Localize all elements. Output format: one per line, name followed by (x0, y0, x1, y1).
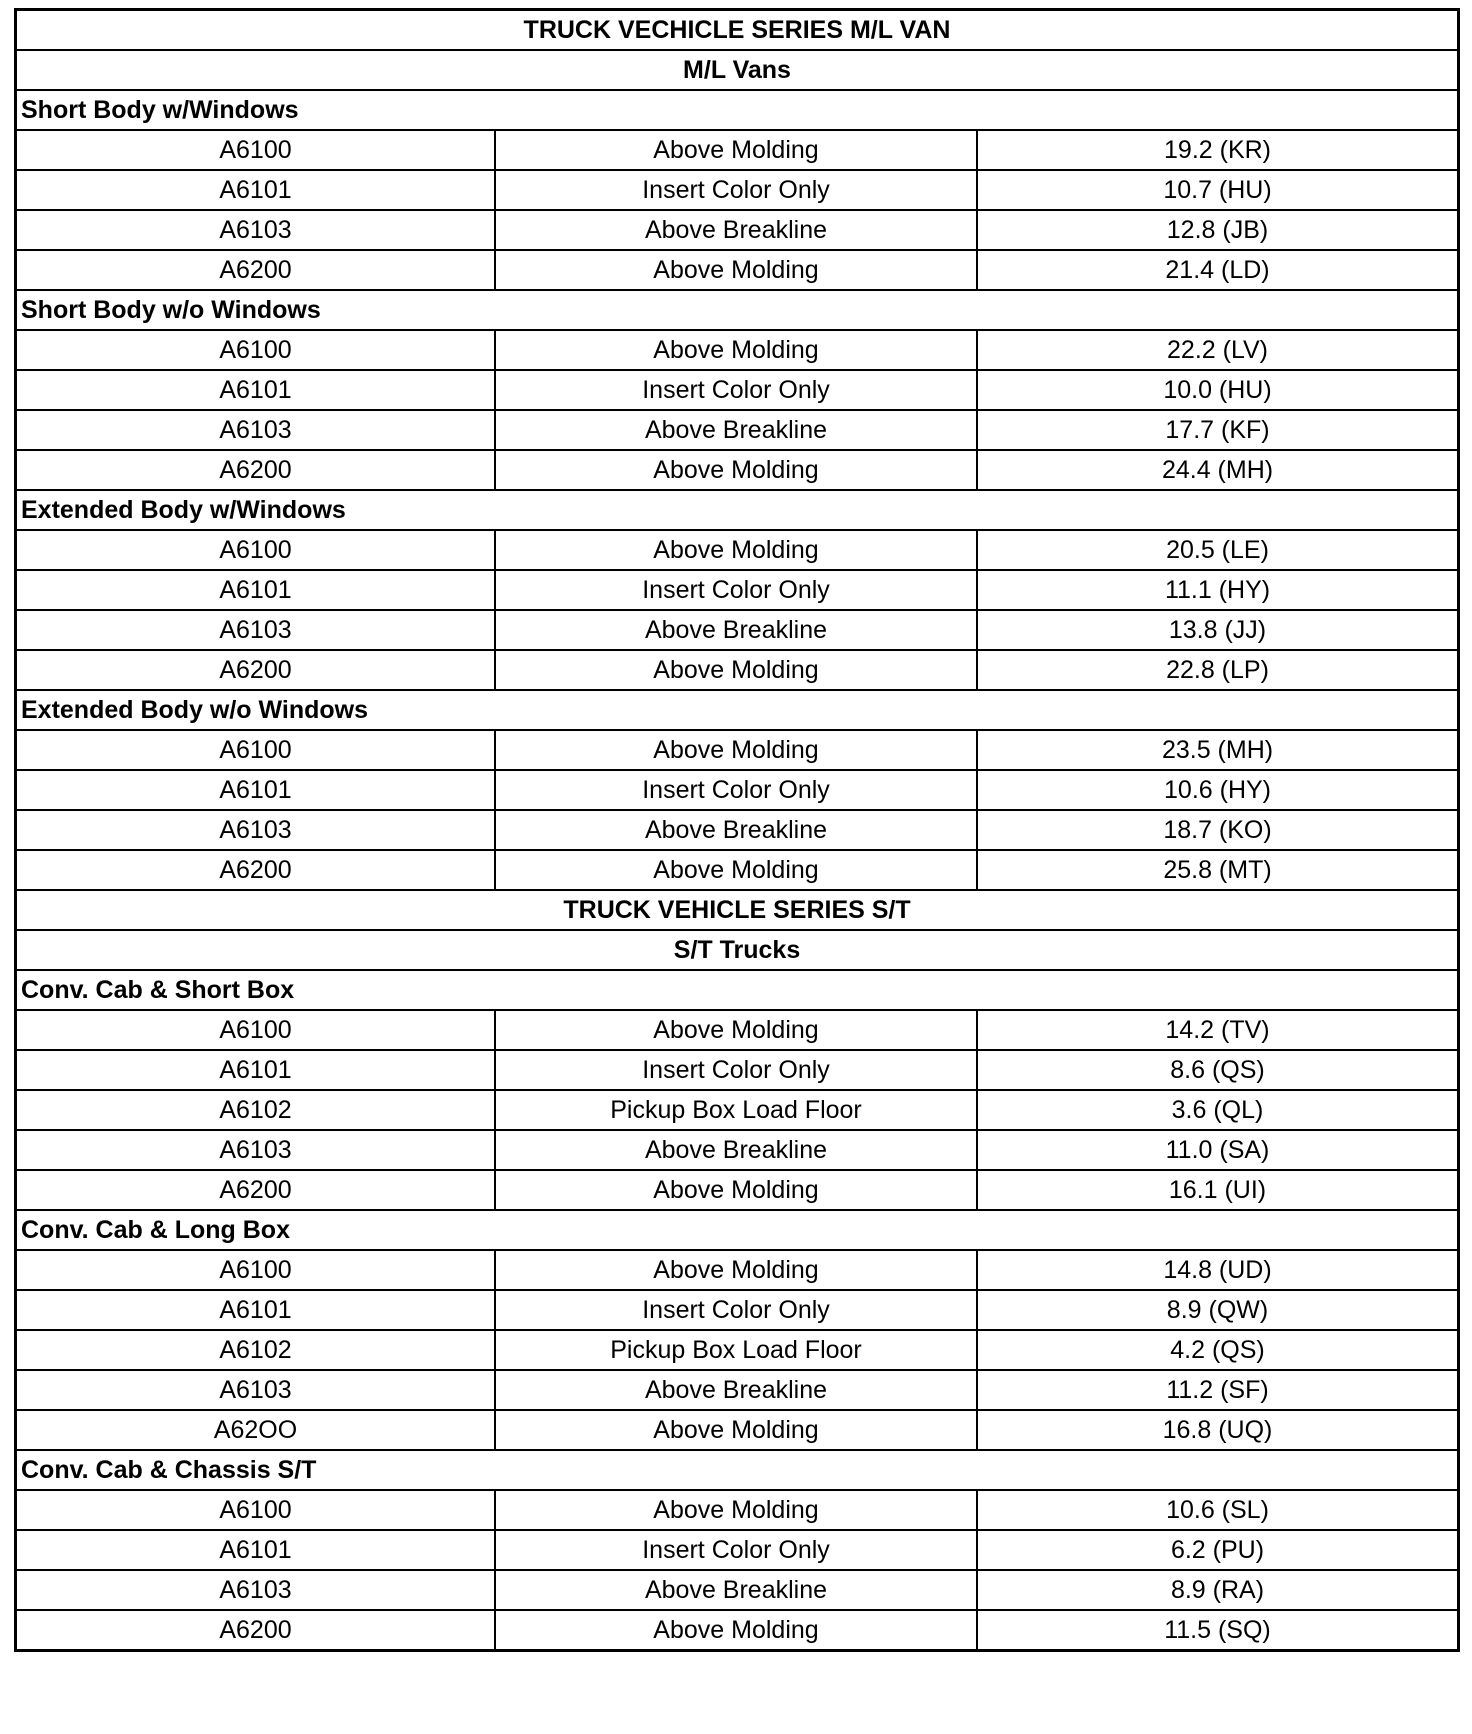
table-row (17, 330, 1457, 370)
operation-description: Above Molding (495, 850, 977, 890)
operation-code: A6101 (17, 1530, 495, 1570)
time-value: 13.8 (JJ) (977, 610, 1457, 650)
series-title: TRUCK VEHICLE SERIES S/T (17, 890, 1457, 930)
operation-code: A6101 (17, 170, 495, 210)
body-group-row (17, 970, 1457, 1010)
operation-description: Above Breakline (495, 610, 977, 650)
time-value: 11.5 (SQ) (977, 1610, 1457, 1649)
body-group-row (17, 90, 1457, 130)
body-group-row (17, 690, 1457, 730)
table-row (17, 1170, 1457, 1210)
series-subtitle-row (17, 930, 1457, 970)
time-value: 19.2 (KR) (977, 130, 1457, 170)
time-value: 8.9 (RA) (977, 1570, 1457, 1610)
table-row (17, 1010, 1457, 1050)
series-title: TRUCK VECHICLE SERIES M/L VAN (17, 11, 1457, 50)
paint-time-table (17, 11, 1457, 1649)
time-value: 4.2 (QS) (977, 1330, 1457, 1370)
body-group-heading: Conv. Cab & Short Box (17, 970, 1457, 1010)
table-row (17, 1570, 1457, 1610)
series-subtitle: S/T Trucks (17, 930, 1457, 970)
body-group-heading: Conv. Cab & Long Box (17, 1210, 1457, 1250)
time-value: 14.8 (UD) (977, 1250, 1457, 1290)
operation-code: A6103 (17, 410, 495, 450)
operation-description: Above Molding (495, 530, 977, 570)
operation-code: A6100 (17, 330, 495, 370)
time-value: 11.1 (HY) (977, 570, 1457, 610)
operation-description: Above Breakline (495, 810, 977, 850)
operation-code: A6103 (17, 610, 495, 650)
time-value: 12.8 (JB) (977, 210, 1457, 250)
table-row (17, 1050, 1457, 1090)
body-group-heading: Short Body w/o Windows (17, 290, 1457, 330)
operation-description: Above Molding (495, 250, 977, 290)
operation-code: A6200 (17, 850, 495, 890)
operation-code: A6101 (17, 1290, 495, 1330)
operation-description: Insert Color Only (495, 370, 977, 410)
operation-description: Above Breakline (495, 1570, 977, 1610)
operation-code: A6100 (17, 1010, 495, 1050)
operation-description: Above Breakline (495, 210, 977, 250)
operation-description: Above Molding (495, 450, 977, 490)
operation-code: A6100 (17, 730, 495, 770)
time-value: 14.2 (TV) (977, 1010, 1457, 1050)
table-row (17, 1130, 1457, 1170)
table-row (17, 850, 1457, 890)
time-value: 21.4 (LD) (977, 250, 1457, 290)
operation-description: Above Breakline (495, 410, 977, 450)
operation-code: A62OO (17, 1410, 495, 1450)
table-row (17, 1090, 1457, 1130)
time-value: 6.2 (PU) (977, 1530, 1457, 1570)
time-value: 22.2 (LV) (977, 330, 1457, 370)
table-row (17, 570, 1457, 610)
operation-description: Above Molding (495, 1490, 977, 1530)
series-subtitle-row (17, 50, 1457, 90)
body-group-row (17, 1450, 1457, 1490)
body-group-row (17, 290, 1457, 330)
body-group-heading: Short Body w/Windows (17, 90, 1457, 130)
time-value: 11.0 (SA) (977, 1130, 1457, 1170)
time-value: 16.1 (UI) (977, 1170, 1457, 1210)
operation-code: A6100 (17, 530, 495, 570)
time-value: 8.9 (QW) (977, 1290, 1457, 1330)
time-value: 3.6 (QL) (977, 1090, 1457, 1130)
series-title-row (17, 890, 1457, 930)
table-row (17, 170, 1457, 210)
operation-code: A6101 (17, 770, 495, 810)
table-row (17, 610, 1457, 650)
body-group-heading: Conv. Cab & Chassis S/T (17, 1450, 1457, 1490)
time-value: 22.8 (LP) (977, 650, 1457, 690)
operation-description: Above Molding (495, 1250, 977, 1290)
operation-description: Above Molding (495, 130, 977, 170)
body-group-heading: Extended Body w/o Windows (17, 690, 1457, 730)
operation-code: A6200 (17, 450, 495, 490)
time-value: 17.7 (KF) (977, 410, 1457, 450)
operation-description: Insert Color Only (495, 770, 977, 810)
table-row (17, 770, 1457, 810)
time-value: 10.6 (SL) (977, 1490, 1457, 1530)
operation-description: Above Breakline (495, 1130, 977, 1170)
table-row (17, 130, 1457, 170)
operation-code: A6103 (17, 1570, 495, 1610)
table-row (17, 530, 1457, 570)
table-row (17, 730, 1457, 770)
table-row (17, 1610, 1457, 1649)
operation-description: Insert Color Only (495, 170, 977, 210)
operation-description: Above Molding (495, 650, 977, 690)
operation-code: A6102 (17, 1090, 495, 1130)
time-value: 8.6 (QS) (977, 1050, 1457, 1090)
time-value: 23.5 (MH) (977, 730, 1457, 770)
table-row (17, 650, 1457, 690)
table-row (17, 1530, 1457, 1570)
operation-code: A6200 (17, 1170, 495, 1210)
operation-description: Above Molding (495, 1170, 977, 1210)
body-group-row (17, 1210, 1457, 1250)
table-row (17, 1290, 1457, 1330)
operation-code: A6103 (17, 1370, 495, 1410)
table-row (17, 1410, 1457, 1450)
operation-code: A6103 (17, 1130, 495, 1170)
operation-description: Above Molding (495, 730, 977, 770)
table-row (17, 810, 1457, 850)
operation-code: A6103 (17, 810, 495, 850)
time-value: 25.8 (MT) (977, 850, 1457, 890)
operation-code: A6102 (17, 1330, 495, 1370)
operation-description: Above Molding (495, 1610, 977, 1649)
operation-description: Insert Color Only (495, 570, 977, 610)
operation-code: A6103 (17, 210, 495, 250)
series-title-row (17, 11, 1457, 50)
operation-code: A6200 (17, 650, 495, 690)
operation-description: Pickup Box Load Floor (495, 1090, 977, 1130)
operation-code: A6200 (17, 250, 495, 290)
operation-code: A6101 (17, 370, 495, 410)
operation-code: A6100 (17, 1490, 495, 1530)
paint-time-table-sheet (14, 8, 1460, 1652)
table-row (17, 250, 1457, 290)
time-value: 20.5 (LE) (977, 530, 1457, 570)
time-value: 18.7 (KO) (977, 810, 1457, 850)
operation-code: A6100 (17, 130, 495, 170)
operation-description: Above Molding (495, 1410, 977, 1450)
operation-description: Insert Color Only (495, 1530, 977, 1570)
time-value: 11.2 (SF) (977, 1370, 1457, 1410)
table-row (17, 210, 1457, 250)
table-row (17, 1250, 1457, 1290)
time-value: 10.6 (HY) (977, 770, 1457, 810)
table-row (17, 410, 1457, 450)
time-value: 10.0 (HU) (977, 370, 1457, 410)
series-subtitle: M/L Vans (17, 50, 1457, 90)
time-value: 16.8 (UQ) (977, 1410, 1457, 1450)
table-body (17, 11, 1457, 1649)
operation-description: Above Molding (495, 1010, 977, 1050)
operation-code: A6200 (17, 1610, 495, 1649)
operation-description: Above Breakline (495, 1370, 977, 1410)
table-row (17, 1370, 1457, 1410)
body-group-heading: Extended Body w/Windows (17, 490, 1457, 530)
table-row (17, 370, 1457, 410)
table-row (17, 450, 1457, 490)
time-value: 10.7 (HU) (977, 170, 1457, 210)
operation-code: A6101 (17, 570, 495, 610)
operation-description: Insert Color Only (495, 1290, 977, 1330)
time-value: 24.4 (MH) (977, 450, 1457, 490)
operation-description: Insert Color Only (495, 1050, 977, 1090)
table-row (17, 1330, 1457, 1370)
operation-code: A6101 (17, 1050, 495, 1090)
table-row (17, 1490, 1457, 1530)
operation-description: Pickup Box Load Floor (495, 1330, 977, 1370)
operation-code: A6100 (17, 1250, 495, 1290)
body-group-row (17, 490, 1457, 530)
operation-description: Above Molding (495, 330, 977, 370)
